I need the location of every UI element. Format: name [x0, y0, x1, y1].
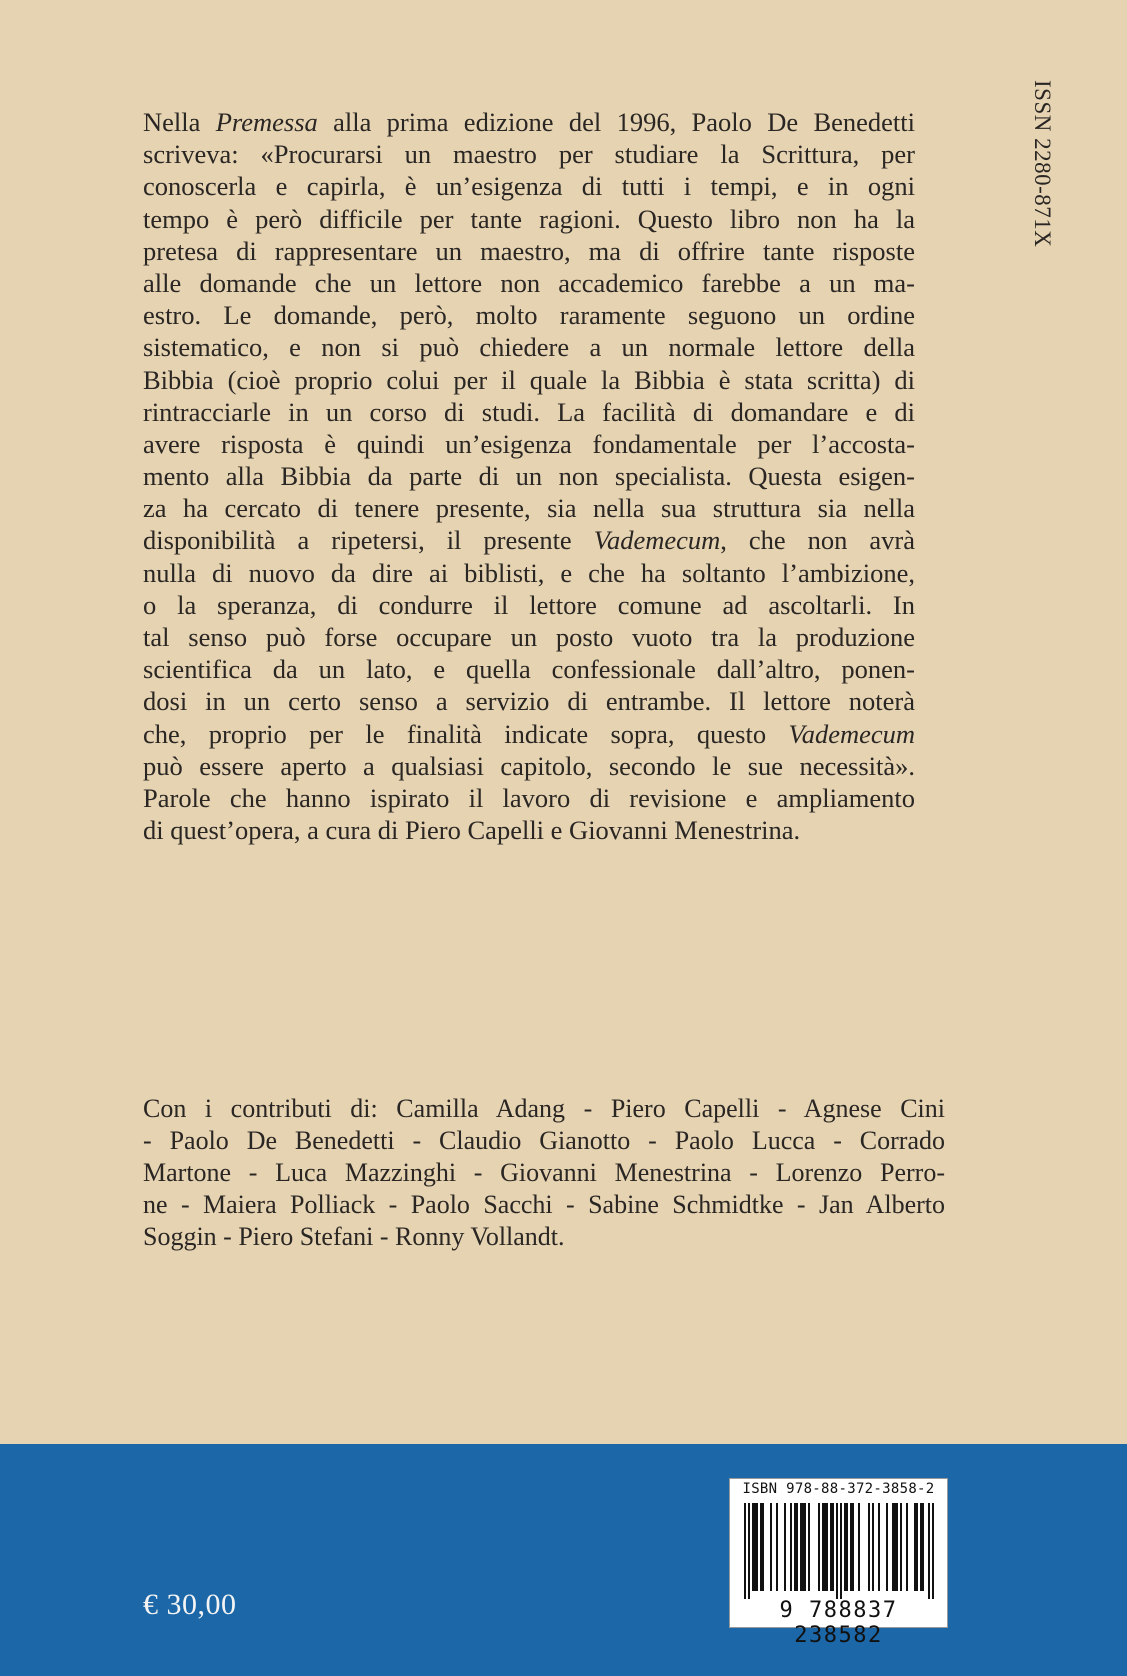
blurb-line: Parole che hanno ispirato il lavoro di revisione e ampliamento [143, 782, 915, 813]
barcode-bar [744, 1503, 746, 1599]
contributors-line: Martone - Luca Mazzinghi - Giovanni Menestrina - Lorenzo Perro- [143, 1158, 945, 1187]
barcode-bar [844, 1503, 848, 1591]
barcode-bar [840, 1503, 842, 1599]
barcode-bar [818, 1503, 820, 1591]
blurb-line: disponibilità a ripetersi, il presente Vademecum, che non avrà [143, 525, 915, 556]
barcode-bar [836, 1503, 838, 1599]
barcode-bar [920, 1503, 924, 1591]
blurb-line: di quest’opera, a cura di Piero Capelli e Giovanni Menestrina. [143, 815, 801, 846]
italic-title: Vademecum [788, 718, 915, 749]
blurb-line: sistematico, e non si può chiedere a un normale lettore della [143, 332, 915, 363]
blurb-line: dosi in un certo senso a servizio di entrambe. Il lettore noterà [143, 686, 915, 717]
barcode-bar [830, 1503, 834, 1591]
issn-label: ISSN 2280-871X [1030, 80, 1055, 248]
blurb-line: scriveva: «Procurarsi un maestro per studiare la Scrittura, per [143, 139, 915, 170]
barcode-bar [932, 1503, 934, 1599]
blurb-line: che, proprio per le finalità indicate sopra, questo Vademecum [143, 718, 915, 749]
barcode-bar [878, 1503, 880, 1591]
barcode-bar [822, 1503, 828, 1591]
barcode-bar [794, 1503, 798, 1591]
blurb-line: Nella Premessa alla prima edizione del 1996, Paolo De Benedetti [143, 107, 915, 137]
barcode-bar [808, 1503, 810, 1591]
barcode-bar [900, 1503, 902, 1591]
barcode-bar [752, 1503, 758, 1591]
contributors-line: Con i contributi di: Camilla Adang - Piero Capelli - Agnese Cini [143, 1094, 945, 1123]
contributors-text [143, 1093, 945, 1253]
barcode-bar [760, 1503, 764, 1591]
barcode-bar [872, 1503, 874, 1591]
blurb-line: mento alla Bibbia da parte di un non specialista. Questa esigen- [143, 461, 915, 492]
barcode-bar [748, 1503, 750, 1599]
blurb-line: tempo è però difficile per tante ragioni. Questo libro non ha la [143, 203, 915, 234]
barcode-bar [892, 1503, 898, 1591]
barcode-bar [906, 1503, 908, 1591]
barcode [729, 1478, 948, 1648]
blurb-text [143, 106, 915, 846]
barcode-bar [868, 1503, 870, 1591]
blurb-line: estro. Le domande, però, molto raramente seguono un ordine [143, 300, 915, 331]
barcode-bar [886, 1503, 888, 1591]
contributors-line: Soggin - Piero Stefani - Ronny Vollandt. [143, 1222, 565, 1251]
contributors-line: ne - Maiera Polliack - Paolo Sacchi - Sabine Schmidtke - Jan Alberto [143, 1190, 945, 1219]
barcode-bar [800, 1503, 806, 1591]
blurb-line: rintracciarle in un corso di studi. La facilità di domandare e di [143, 396, 915, 427]
blurb-line: o la speranza, di condurre il lettore comune ad ascoltarli. In [143, 589, 915, 620]
blurb-line: avere risposta è quindi un’esigenza fondamentale per l’accosta- [143, 428, 915, 459]
blurb-line: alle domande che un lettore non accademico farebbe a un ma- [143, 267, 915, 298]
barcode-bar [850, 1503, 854, 1591]
barcode-bars [744, 1503, 934, 1599]
blurb-line: scientifica da un lato, e quella confessionale dall’altro, ponen- [143, 654, 915, 685]
isbn-label: ISBN 978-88-372-3858-2 [742, 1481, 935, 1497]
barcode-bar [784, 1503, 786, 1591]
blurb-line: nulla di nuovo da dire ai biblisti, e che ha soltanto l’ambizione, [143, 557, 915, 588]
barcode-bar [928, 1503, 930, 1599]
italic-title: Vademecum [593, 525, 721, 556]
ean-digits: 9 788837 238582 [779, 1598, 898, 1648]
bottom-band [0, 1444, 1127, 1676]
price-label: € 30,00 [143, 1588, 237, 1621]
blurb-line: conoscerla e capirla, è un’esigenza di tutti i tempi, e in ogni [143, 171, 915, 202]
barcode-bar [770, 1503, 772, 1591]
contributors-line: - Paolo De Benedetti - Claudio Gianotto - Paolo Lucca - Corrado [143, 1126, 945, 1155]
blurb-line: può essere aperto a qualsiasi capitolo, secondo le sue necessità». [143, 750, 915, 781]
blurb-line: pretesa di rappresentare un maestro, ma di offrire tante risposte [143, 235, 915, 266]
barcode-bar [776, 1503, 778, 1591]
blurb-line: Bibbia (cioè proprio colui per il quale la Bibbia è stata scritta) di [143, 364, 915, 395]
blurb-line: za ha cercato di tenere presente, sia nella sua struttura sia nella [143, 493, 915, 524]
italic-title: Premessa [215, 107, 318, 137]
blurb-line: tal senso può forse occupare un posto vuoto tra la produzione [143, 622, 915, 652]
barcode-bar [858, 1503, 860, 1591]
barcode-bar [790, 1503, 792, 1591]
barcode-bar [914, 1503, 918, 1591]
